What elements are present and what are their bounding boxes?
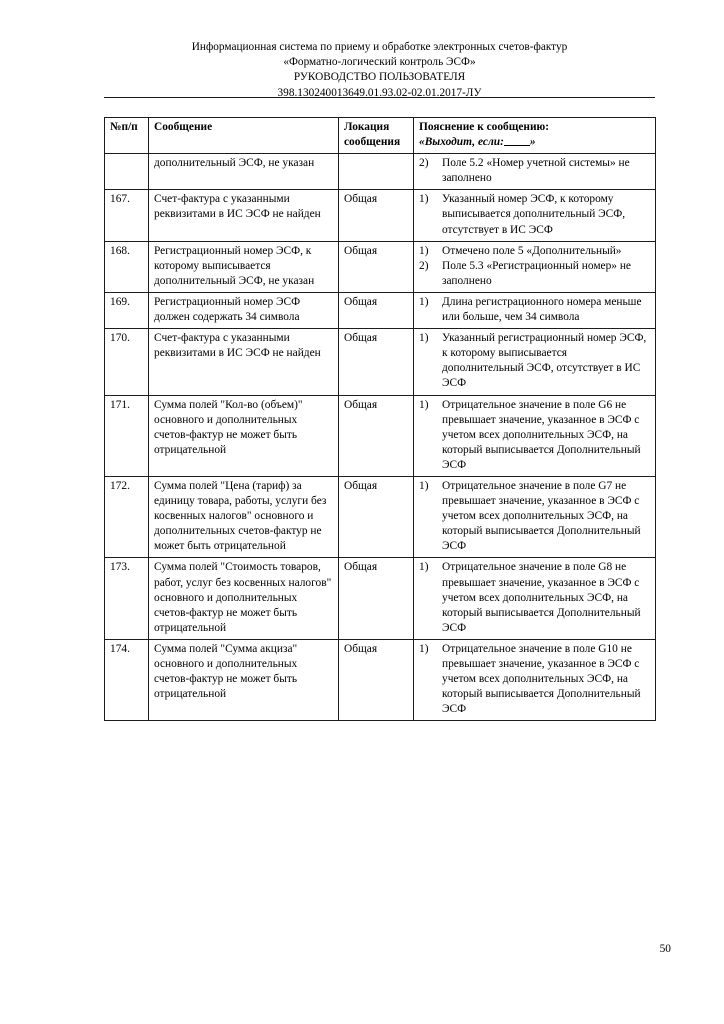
cell-location: Общая (339, 190, 414, 241)
explanation-list (419, 560, 651, 635)
explanation-item-text: Отрицательное значение в поле G10 не превышает значение, указанное в ЭСФ с учетом всех дополнительных ЭСФ, на который выписывается Дополнительный ЭСФ (442, 642, 641, 716)
explanation-list (419, 331, 651, 391)
cell-number: 167. (105, 190, 149, 241)
cell-explanation (414, 639, 656, 720)
table-row (105, 190, 656, 241)
cell-message (149, 190, 339, 241)
explanation-item-text: Поле 5.3 «Регистрационный номер» не заполнено (442, 259, 631, 287)
cell-number: 170. (105, 329, 149, 395)
explanation-item (419, 560, 651, 635)
explanation-item-text: Отмечено поле 5 «Дополнительный» (442, 244, 622, 257)
message-text: Сумма полей "Стоимость товаров, работ, услуг без косвенных налогов" основного и дополнительных счетов-фактур не может быть отрицательной (154, 561, 332, 634)
explanation-item-marker: 1) (419, 244, 429, 257)
cell-explanation (414, 395, 656, 476)
column-header-message: Сообщение (149, 118, 339, 154)
explanation-list (419, 156, 651, 186)
table-row (105, 329, 656, 395)
cell-number: 169. (105, 292, 149, 328)
cell-location: Общая (339, 292, 414, 328)
explanation-subtitle-prefix: «Выходит, если: (419, 136, 504, 149)
cell-number (105, 154, 149, 190)
explanation-blank-underline (504, 145, 530, 146)
column-header-number: №п/п (105, 118, 149, 154)
message-text: Счет-фактура с указанными реквизитами в ИС ЭСФ не найден (154, 332, 321, 360)
explanation-item (419, 156, 651, 186)
explanation-list (419, 479, 651, 554)
table-body (105, 154, 656, 721)
explanation-list (419, 642, 651, 717)
cell-explanation (414, 292, 656, 328)
column-header-explanation-subtitle (419, 135, 651, 150)
explanation-list (419, 244, 651, 289)
explanation-item (419, 192, 651, 237)
explanation-item-text: Указанный регистрационный номер ЭСФ, к которому выписывается дополнительный ЭСФ, отсутствует в ИС ЭСФ (442, 332, 647, 390)
table-row (105, 476, 656, 557)
explanation-item-text: Отрицательное значение в поле G7 не превышает значение, указанное в ЭСФ с учетом всех дополнительных ЭСФ, на который выписывается Дополнительный ЭСФ (442, 479, 641, 553)
explanation-item-marker: 1) (419, 332, 429, 345)
cell-explanation (414, 190, 656, 241)
message-text: Сумма полей "Цена (тариф) за единицу товара, работы, услуги без косвенных налогов" основного и дополнительных счетов-фактур не может быть отрицательной (154, 479, 327, 553)
explanation-list (419, 398, 651, 473)
explanation-item-marker: 2) (419, 259, 429, 272)
cell-number: 172. (105, 476, 149, 557)
cell-explanation (414, 241, 656, 292)
cell-message (149, 292, 339, 328)
cell-explanation (414, 154, 656, 190)
column-header-explanation (414, 118, 656, 154)
cell-explanation (414, 476, 656, 557)
message-text: Счет-фактура с указанными реквизитами в ИС ЭСФ не найден (154, 193, 321, 221)
table-row (105, 558, 656, 639)
cell-location: Общая (339, 329, 414, 395)
cell-location: Общая (339, 476, 414, 557)
cell-number: 171. (105, 395, 149, 476)
header-divider-rule (104, 97, 655, 98)
header-line-system-name: Информационная система по приему и обработке электронных счетов-фактур (191, 41, 568, 53)
table-row (105, 395, 656, 476)
cell-number: 174. (105, 639, 149, 720)
column-header-location: Локация сообщения (339, 118, 414, 154)
cell-location: Общая (339, 558, 414, 639)
explanation-list (419, 192, 651, 237)
cell-message (149, 395, 339, 476)
page-number: 50 (659, 943, 671, 955)
cell-location: Общая (339, 639, 414, 720)
header-line-document-type: РУКОВОДСТВО ПОЛЬЗОВАТЕЛЯ (293, 71, 466, 84)
cell-number: 173. (105, 558, 149, 639)
explanation-item (419, 398, 651, 473)
cell-message (149, 241, 339, 292)
cell-message (149, 154, 339, 190)
explanation-item (419, 295, 651, 325)
explanation-item (419, 259, 651, 289)
explanation-item-marker: 1) (419, 398, 429, 411)
cell-message (149, 329, 339, 395)
table-row (105, 241, 656, 292)
messages-table (104, 117, 656, 721)
cell-message (149, 476, 339, 557)
header-line-document-code: 398.130240013649.01.93.02-02.01.2017-ЛУ (277, 86, 482, 99)
document-running-header (104, 40, 655, 101)
explanation-item (419, 479, 651, 554)
cell-message (149, 558, 339, 639)
cell-location (339, 154, 414, 190)
table-row (105, 154, 656, 190)
cell-explanation (414, 558, 656, 639)
table-row (105, 639, 656, 720)
message-text: дополнительный ЭСФ, не указан (154, 157, 315, 170)
message-text: Регистрационный номер ЭСФ должен содержать 34 символа (154, 295, 301, 324)
table-row (105, 292, 656, 328)
explanation-subtitle-suffix: » (529, 136, 536, 149)
explanation-item-marker: 1) (419, 479, 429, 492)
explanation-item-text: Поле 5.2 «Номер учетной системы» не заполнено (442, 157, 630, 185)
cell-number: 168. (105, 241, 149, 292)
message-text: Регистрационный номер ЭСФ, к которому выписывается дополнительный ЭСФ, не указан (154, 244, 315, 287)
explanation-item-marker: 1) (419, 642, 429, 655)
column-header-explanation-title: Пояснение к сообщению: (419, 121, 550, 133)
explanation-item-text: Отрицательное значение в поле G6 не превышает значение, указанное в ЭСФ с учетом всех дополнительных ЭСФ, на который выписывается Дополнительный ЭСФ (442, 398, 641, 471)
explanation-item (419, 642, 651, 717)
explanation-item-marker: 1) (419, 561, 429, 574)
explanation-item (419, 244, 651, 259)
explanation-item-text: Отрицательное значение в поле G8 не превышает значение, указанное в ЭСФ с учетом всех дополнительных ЭСФ, на который выписывается Дополнительный ЭСФ (442, 561, 641, 634)
explanation-item-marker: 2) (419, 157, 429, 170)
message-text: Сумма полей "Кол-во (объем)" основного и дополнительных счетов-фактур не может быть отрицательной (154, 398, 303, 456)
explanation-item-text: Указанный номер ЭСФ, к которому выписывается дополнительный ЭСФ, отсутствует в ИС ЭСФ (442, 193, 626, 236)
cell-message (149, 639, 339, 720)
cell-explanation (414, 329, 656, 395)
explanation-item-marker: 1) (419, 193, 429, 206)
explanation-item-marker: 1) (419, 295, 429, 308)
explanation-list (419, 295, 651, 325)
message-text: Сумма полей "Сумма акциза" основного и дополнительных счетов-фактур не может быть отрицательной (154, 642, 298, 701)
cell-location: Общая (339, 395, 414, 476)
explanation-item (419, 331, 651, 391)
explanation-item-text: Длина регистрационного номера меньше или больше, чем 34 символа (442, 295, 642, 324)
cell-location: Общая (339, 241, 414, 292)
table-header-row (105, 118, 656, 154)
header-line-subsystem-name: «Форматно-логический контроль ЭСФ» (283, 56, 476, 69)
